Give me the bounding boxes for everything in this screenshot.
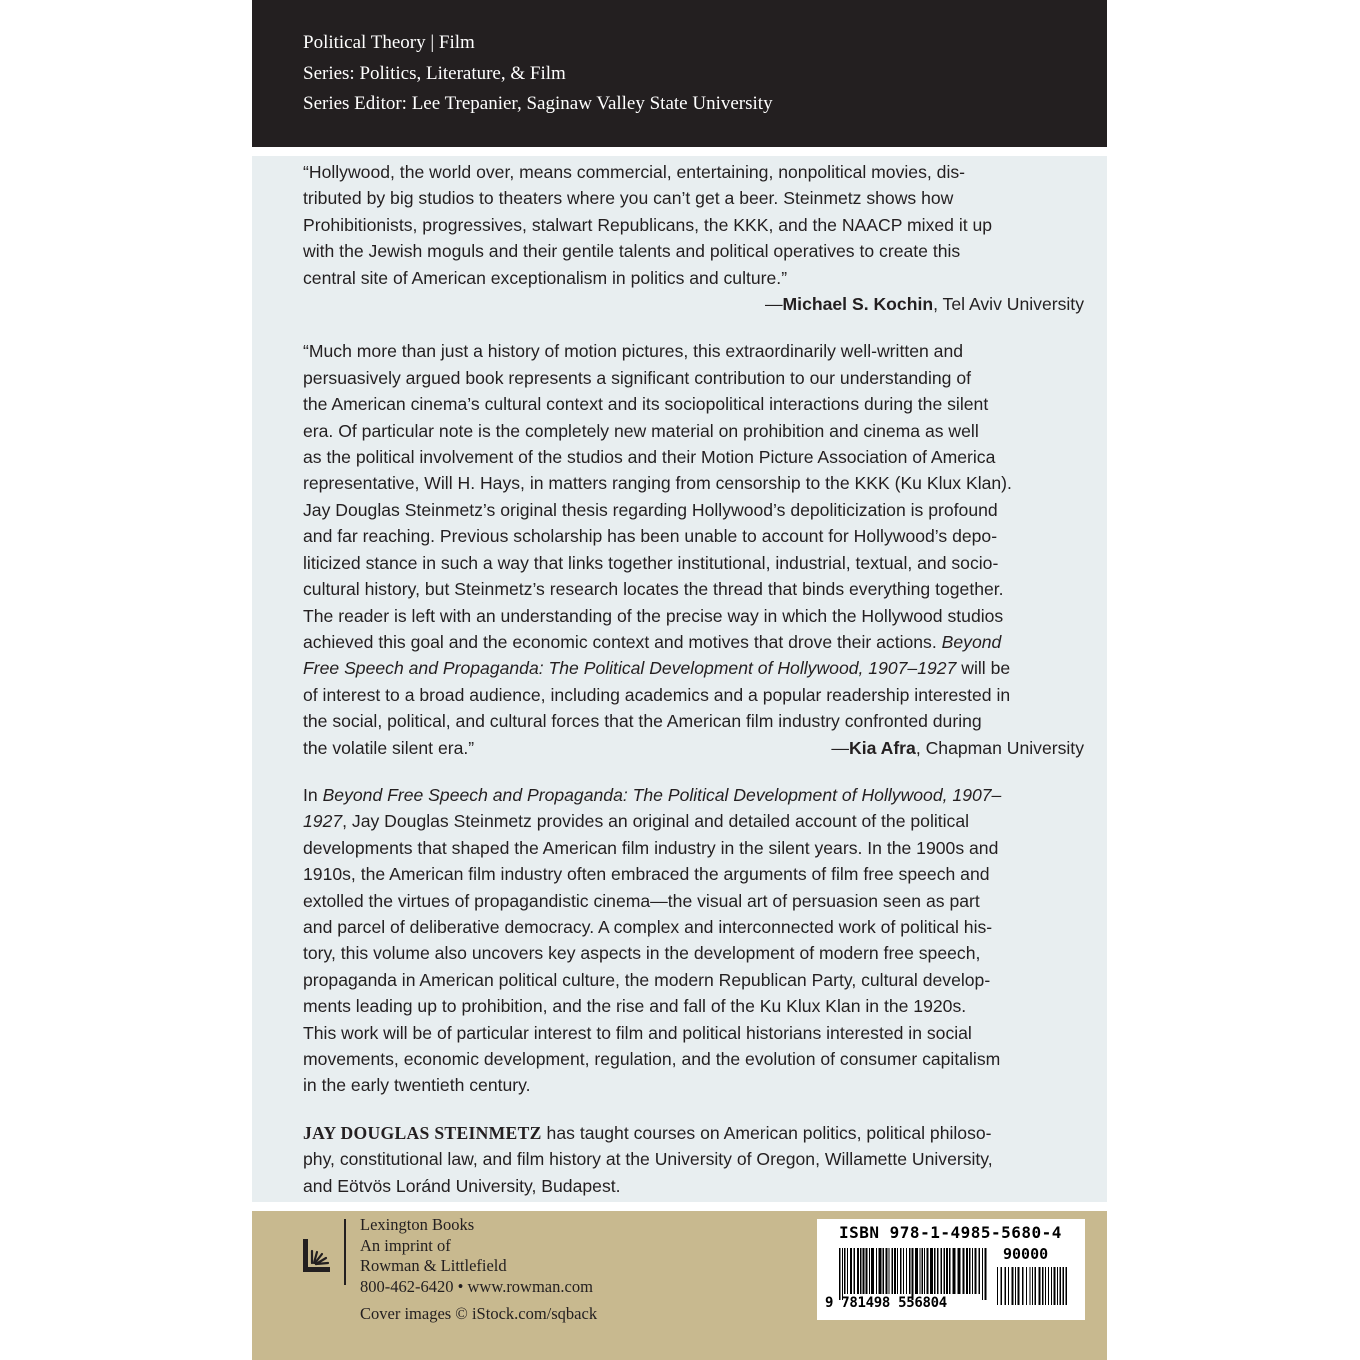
review-attribution (303, 291, 1084, 317)
book-title: 1927 (303, 811, 343, 832)
subject-category: Political Theory | Film (303, 32, 475, 53)
barcode-bar (1015, 1267, 1016, 1305)
barcode-bar (1066, 1267, 1068, 1305)
author-bio (303, 1120, 1084, 1199)
barcode-bar (1018, 1267, 1020, 1305)
barcode-bar (1048, 1267, 1049, 1305)
header-band (252, 0, 1107, 147)
series-name: Series: Politics, Literature, & Film (303, 63, 566, 84)
barcode-bar (912, 1248, 914, 1300)
barcode-bar (857, 1248, 859, 1294)
barcode-digits: 9 781498 556804 (825, 1295, 947, 1311)
barcode-bar (844, 1248, 846, 1294)
description-text: , Jay Douglas Steinmetz provides an original and detailed account of the political (342, 811, 970, 832)
bio-line (303, 1120, 1084, 1146)
description-line: developments that shaped the American film industry in the silent years. In the 1900s and (303, 837, 999, 858)
barcode-bar (863, 1248, 865, 1294)
barcode-bar (927, 1248, 929, 1294)
barcode-bar (930, 1248, 933, 1294)
review-text: will be (956, 658, 1011, 679)
reviewer-name: Kia Afra (849, 737, 916, 758)
review-line: with the Jewish moguls and their gentile talents and political operatives to create this (303, 241, 961, 262)
review-line: era. Of particular note is the completely new material on prohibition and cinema as well (303, 420, 979, 441)
barcode-bar (969, 1248, 971, 1294)
barcode-bar (975, 1248, 977, 1294)
barcode-bar (886, 1248, 888, 1294)
logo-divider (344, 1219, 346, 1285)
barcode-bar (944, 1248, 946, 1294)
review-line (303, 735, 1084, 761)
barcode-bar (982, 1248, 983, 1300)
barcode-bar (949, 1248, 951, 1294)
barcode-bar (850, 1248, 852, 1294)
barcode-bar (972, 1248, 973, 1294)
isbn-label: ISBN 978-1-4985-5680-4 (839, 1223, 1062, 1242)
divider (252, 1202, 1107, 1211)
barcode-bar (963, 1248, 965, 1294)
bio-line: phy, constitutional law, and film history at the University of Oregon, Willamette University, (303, 1149, 993, 1170)
review-line: the social, political, and cultural forces that the American film industry confronted during (303, 711, 982, 732)
description-line: propaganda in American political culture, the modern Republican Party, cultural develop- (303, 969, 991, 990)
barcode-bar (1051, 1267, 1052, 1305)
reviewer-affiliation: , Chapman University (915, 737, 1084, 758)
isbn-barcode (817, 1219, 1085, 1320)
review-line (303, 629, 1084, 655)
barcode-bar (1054, 1267, 1056, 1305)
barcode-bar (937, 1248, 939, 1294)
barcode-bar (897, 1248, 898, 1294)
lexington-books-logo-icon (302, 1231, 332, 1273)
barcode-bar (876, 1248, 877, 1294)
review-attribution (831, 735, 1084, 761)
description-line: 1910s, the American film industry often embraced the arguments of film free speech and (303, 864, 990, 885)
barcode-bar (1026, 1267, 1027, 1305)
description-line (303, 808, 1084, 834)
description-line: This work will be of particular interest to film and political historians interested in social (303, 1022, 972, 1043)
book-title: Beyond (941, 631, 1002, 652)
barcode-bar (1032, 1267, 1033, 1305)
barcode-bar (1035, 1267, 1037, 1305)
barcode-bar (946, 1248, 948, 1294)
author-name: JAY DOUGLAS STEINMETZ (303, 1122, 542, 1143)
barcode-bar (920, 1248, 921, 1294)
review-line: Jay Douglas Steinmetz’s original thesis regarding Hollywood’s depoliticization is profound (303, 499, 998, 520)
description-line (303, 782, 1084, 808)
barcode-bar (922, 1248, 924, 1294)
barcode-bar (842, 1248, 843, 1300)
reviewer-affiliation: , Tel Aviv University (933, 294, 1084, 315)
barcode-bar (889, 1248, 890, 1294)
review-line: and far reaching. Previous scholarship has been unable to account for Hollywood’s depo- (303, 526, 998, 547)
review-kochin (303, 159, 1084, 317)
reviewer-name: Michael S. Kochin (782, 294, 934, 315)
barcode-bar (1063, 1267, 1065, 1305)
barcode-bar (1022, 1267, 1024, 1305)
barcode-bar (1001, 1267, 1003, 1305)
review-text: the volatile silent era.” (303, 737, 475, 758)
barcode-bar (900, 1248, 902, 1294)
barcode-bar (1045, 1267, 1046, 1305)
barcode-bar (866, 1248, 868, 1294)
main-text (303, 159, 1084, 1199)
description-line: ments leading up to prohibition, and the rise and fall of the Ku Klux Klan in the 1920s. (303, 996, 967, 1017)
barcode-bar (1039, 1267, 1041, 1305)
review-line (303, 655, 1084, 681)
publisher-name: Lexington Books (360, 1215, 475, 1234)
description-line: in the early twentieth century. (303, 1075, 531, 1096)
barcode-bar (1030, 1267, 1031, 1305)
barcode-bar (839, 1248, 841, 1300)
review-text: achieved this goal and the economic context and motives that drove their actions. (303, 631, 942, 652)
barcode-bar (1060, 1267, 1062, 1305)
barcode-bar (934, 1248, 936, 1294)
barcode-bar (883, 1248, 885, 1294)
divider (252, 147, 1107, 156)
barcode-bar (979, 1248, 981, 1294)
review-line: cultural history, but Steinmetz’s research locates the thread that binds everything together. (303, 579, 1004, 600)
review-afra (303, 338, 1084, 761)
barcode-bar (924, 1248, 925, 1294)
review-line: central site of American exceptionalism in politics and culture.” (303, 267, 788, 288)
barcode-bar (894, 1248, 896, 1294)
barcode-bar (966, 1248, 968, 1294)
barcode-bar (847, 1248, 848, 1294)
book-description (303, 782, 1084, 1099)
barcode-bar (879, 1248, 882, 1294)
parent-publisher: Rowman & Littlefield (360, 1256, 507, 1275)
barcode-bar (953, 1248, 956, 1294)
review-line: tributed by big studios to theaters where you can’t get a beer. Steinmetz shows how (303, 188, 954, 209)
review-line: of interest to a broad audience, including academics and a popular readership interested in (303, 684, 1011, 705)
barcode-bar (1008, 1267, 1009, 1305)
imprint-label: An imprint of (360, 1235, 451, 1255)
review-line: “Much more than just a history of motion pictures, this extraordinarily well-written and (303, 341, 964, 362)
barcode-bar (997, 1267, 998, 1305)
description-line: extolled the virtues of propagandistic cinema—the visual art of persuasion seen as part (303, 890, 980, 911)
price-code: 90000 (1003, 1245, 1049, 1263)
description-line: movements, economic development, regulation, and the evolution of consumer capitalism (303, 1049, 1001, 1069)
series-editor: Series Editor: Lee Trepanier, Saginaw Valley State University (303, 93, 773, 114)
publisher-contact: 800-462-6420 • www.rowman.com (360, 1276, 593, 1296)
barcode-bar (854, 1248, 856, 1294)
barcode-bar (860, 1248, 862, 1294)
barcode-bar (869, 1248, 870, 1294)
review-line: representative, Will H. Hays, in matters ranging from censorship to the KKK (Ku Klux Klan). (303, 473, 1012, 494)
barcode-bar (941, 1248, 943, 1294)
review-line: liticized stance in such a way that links together institutional, industrial, textual, and socio- (303, 552, 999, 573)
barcode-bar (958, 1248, 961, 1294)
attribution-dash: — (831, 737, 849, 758)
barcode-bar (1005, 1267, 1007, 1305)
review-line: The reader is left with an understanding of the precise way in which the Hollywood studios (303, 605, 1004, 626)
review-line: persuasively argued book represents a significant contribution to our understanding of (303, 367, 971, 388)
barcode-bar (1057, 1267, 1058, 1305)
barcode-bar (1042, 1267, 1044, 1305)
book-back-cover (252, 0, 1107, 1360)
book-title: Free Speech and Propaganda: The Political Development of Hollywood, 1907–1927 (303, 658, 957, 679)
barcode-bar (871, 1248, 874, 1294)
description-line: tory, this volume also uncovers key aspects in the development of modern free speech, (303, 943, 981, 964)
review-line: the American cinema’s cultural context and its sociopolitical interactions during the silent (303, 394, 989, 415)
barcode-bar (906, 1248, 907, 1294)
barcode-bar (1012, 1267, 1014, 1305)
barcode-bar (909, 1248, 911, 1294)
publisher-info (360, 1215, 593, 1297)
description-text: In (303, 784, 323, 805)
review-line: “Hollywood, the world over, means commercial, entertaining, nonpolitical movies, dis- (303, 162, 966, 182)
review-line: Prohibitionists, progressives, stalwart Republicans, the KKK, and the NAACP mixed it up (303, 214, 993, 235)
barcode-bar (985, 1248, 987, 1300)
bio-text: has taught courses on American politics, political philoso- (541, 1122, 992, 1143)
cover-image-credit: Cover images © iStock.com/sqback (360, 1304, 598, 1323)
description-line: and parcel of deliberative democracy. A complex and interconnected work of political his- (303, 916, 993, 937)
book-title: Beyond Free Speech and Propaganda: The Political Development of Hollywood, 1907– (322, 784, 1002, 805)
barcode-bar (903, 1248, 904, 1294)
barcode-bar (915, 1248, 918, 1294)
attribution-dash: — (764, 294, 783, 315)
review-line: as the political involvement of the studios and their Motion Picture Association of America (303, 447, 996, 468)
footer-band (252, 1211, 1107, 1360)
bio-line: and Eötvös Loránd University, Budapest. (303, 1175, 621, 1196)
barcode-bar (892, 1248, 894, 1294)
